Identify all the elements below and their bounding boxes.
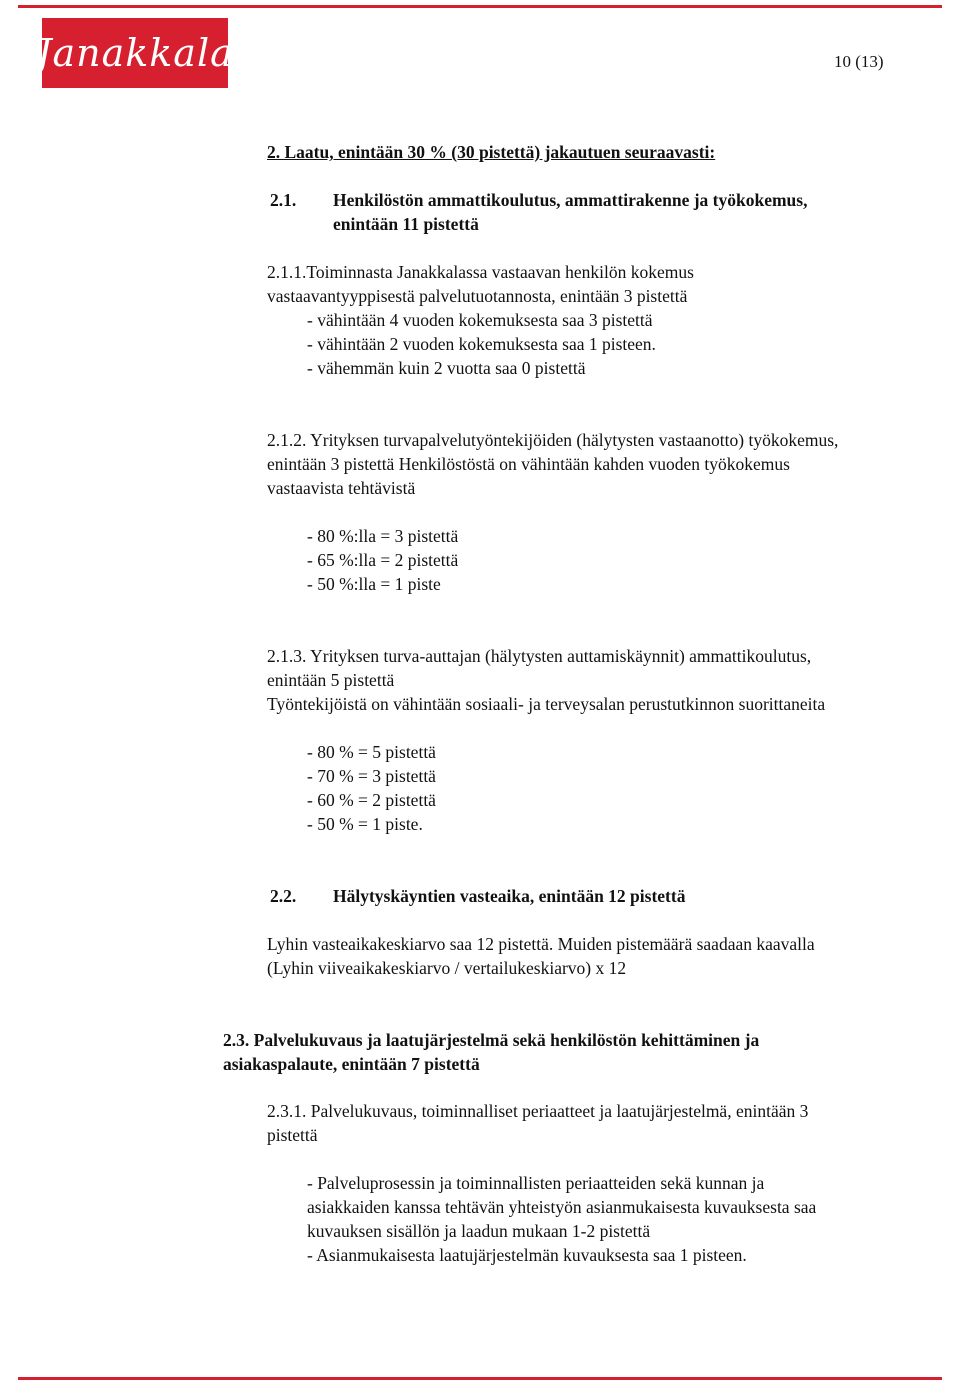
list-item: - 70 % = 3 pistettä [307, 766, 436, 786]
list-item: asiakkaiden kanssa tehtävän yhteistyön asianmukaisesta kuvauksesta saa [307, 1197, 817, 1217]
subsection-number: 2.1. [270, 190, 297, 210]
list-item: - vähintään 4 vuoden kokemuksesta saa 3 pistettä [307, 310, 653, 330]
list-item: - 65 %:lla = 2 pistettä [307, 550, 459, 570]
janakkala-logo [36, 18, 234, 88]
criterion-text: (Lyhin viiveaikakeskiarvo / vertailukeskiarvo) x 12 [267, 958, 627, 978]
footer-rule [18, 1377, 942, 1380]
page-number: 10 (13) [834, 52, 884, 71]
criterion-text: Lyhin vasteaikakeskiarvo saa 12 pistettä. Muiden pistemäärä saadaan kaavalla [267, 934, 815, 954]
criterion-text: enintään 3 pistettä Henkilöstöstä on vähintään kahden vuoden työkokemus [267, 454, 790, 474]
subsection-title-line: Henkilöstön ammattikoulutus, ammattirakenne ja työkokemus, [333, 190, 808, 210]
section-heading: 2. Laatu, enintään 30 % (30 pistettä) jakautuen seuraavasti: [267, 142, 716, 162]
subsection-title: Hälytyskäyntien vasteaika, enintään 12 pistettä [333, 886, 686, 906]
criterion-text: 2.3.1. Palvelukuvaus, toiminnalliset periaatteet ja laatujärjestelmä, enintään 3 [267, 1101, 809, 1121]
list-item: - 80 %:lla = 3 pistettä [307, 526, 459, 546]
criterion-text: enintään 5 pistettä [267, 670, 395, 690]
logo-text: Janakkala [36, 31, 234, 75]
criterion-text: pistettä [267, 1125, 318, 1145]
list-item: - vähintään 2 vuoden kokemuksesta saa 1 pisteen. [307, 334, 656, 354]
list-item: - 60 % = 2 pistettä [307, 790, 436, 810]
subsection-title-line: 2.3. Palvelukuvaus ja laatujärjestelmä sekä henkilöstön kehittäminen ja [223, 1030, 760, 1050]
header-rule [18, 5, 942, 8]
criterion-text: vastaavista tehtävistä [267, 478, 416, 498]
subsection-number: 2.2. [270, 886, 297, 906]
subsection-title-line: enintään 11 pistettä [333, 214, 479, 234]
list-item: kuvauksen sisällön ja laadun mukaan 1-2 pistettä [307, 1221, 651, 1241]
list-item: - Palveluprosessin ja toiminnallisten periaatteiden sekä kunnan ja [307, 1173, 765, 1193]
list-item: - 50 %:lla = 1 piste [307, 574, 441, 594]
criterion-text: 2.1.3. Yrityksen turva-auttajan (hälytysten auttamiskäynnit) ammattikoulutus, [267, 646, 812, 666]
list-item: - Asianmukaisesta laatujärjestelmän kuvauksesta saa 1 pisteen. [307, 1245, 747, 1265]
list-item: - 50 % = 1 piste. [307, 814, 423, 834]
list-item: - 80 % = 5 pistettä [307, 742, 436, 762]
criterion-text: 2.1.2. Yrityksen turvapalvelutyöntekijöiden (hälytysten vastaanotto) työkokemus, [267, 430, 839, 450]
criterion-text: 2.1.1.Toiminnasta Janakkalassa vastaavan henkilön kokemus [267, 262, 694, 282]
criterion-text: Työntekijöistä on vähintään sosiaali- ja terveysalan perustutkinnon suorittaneita [267, 694, 826, 714]
criterion-text: vastaavantyyppisestä palvelutuotannosta, enintään 3 pistettä [267, 286, 688, 306]
list-item: - vähemmän kuin 2 vuotta saa 0 pistettä [307, 358, 586, 378]
subsection-title-line: asiakaspalaute, enintään 7 pistettä [223, 1054, 480, 1074]
